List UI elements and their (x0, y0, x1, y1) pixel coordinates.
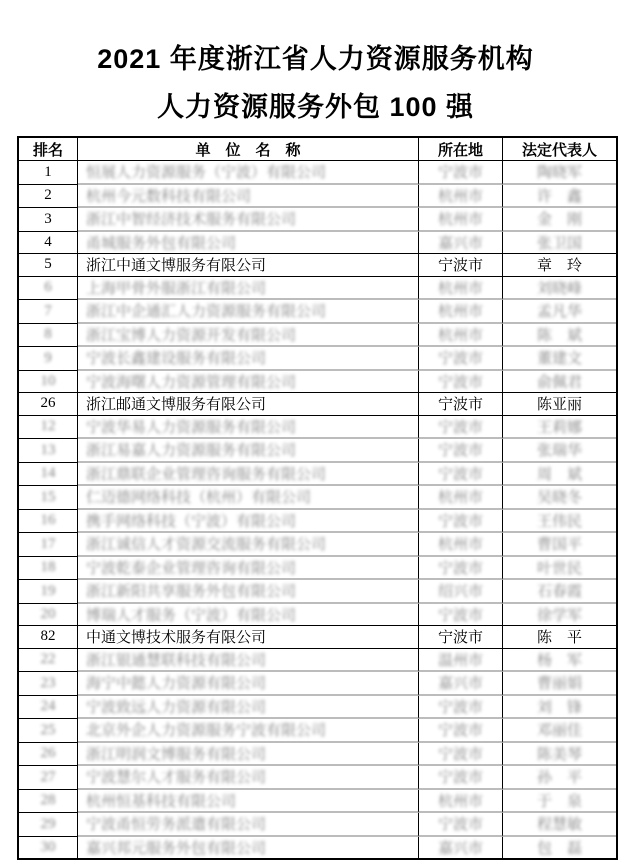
rank-cell: 5 (19, 254, 78, 277)
table-row (19, 185, 616, 209)
rank-cell: 3 (19, 208, 78, 232)
company-name-cell: 浙江邮通文博服务有限公司 (78, 393, 419, 416)
company-name-cell: 浙江易嘉人力资源服务有限公司 (78, 439, 419, 463)
location-cell: 杭州市 (419, 486, 503, 510)
location-cell: 宁波市 (419, 604, 503, 627)
rank-cell: 6 (19, 277, 78, 301)
location-cell: 宁波市 (419, 766, 503, 790)
legal-rep-cell: 董建文 (503, 347, 616, 371)
table-row (19, 300, 616, 324)
rank-cell: 20 (19, 604, 78, 627)
legal-rep-cell: 陈美琴 (503, 743, 616, 767)
rank-cell: 15 (19, 486, 78, 510)
company-name-cell: 宁波致远人力资源有限公司 (78, 696, 419, 720)
company-name-cell: 浙江鼎联企业管理咨询服务有限公司 (78, 463, 419, 487)
table-row (19, 672, 616, 696)
company-name-cell: 恒展人力资源服务（宁波）有限公司 (78, 161, 419, 185)
location-cell: 绍兴市 (419, 580, 503, 604)
location-cell: 宁波市 (419, 463, 503, 487)
legal-rep-cell: 张卫国 (503, 232, 616, 255)
company-name-cell: 海宁中懿人力资源有限公司 (78, 672, 419, 696)
rank-cell: 26 (19, 393, 78, 416)
legal-rep-cell: 陈亚丽 (503, 393, 616, 416)
legal-rep-cell: 王伟民 (503, 510, 616, 534)
company-name-cell: 宁波乾泰企业管理咨询有限公司 (78, 557, 419, 581)
company-name-cell: 甬城服务外包有限公司 (78, 232, 419, 255)
rank-cell: 19 (19, 580, 78, 604)
legal-rep-cell: 许 鑫 (503, 185, 616, 209)
table-row (19, 347, 616, 371)
table-row (19, 626, 616, 649)
rank-cell: 29 (19, 813, 78, 837)
legal-rep-cell: 俞佩君 (503, 371, 616, 394)
location-cell: 宁波市 (419, 347, 503, 371)
rank-cell: 28 (19, 790, 78, 814)
table-row (19, 416, 616, 440)
company-name-cell: 浙江明润文博服务有限公司 (78, 743, 419, 767)
location-cell: 杭州市 (419, 300, 503, 324)
table-row (19, 393, 616, 416)
table-row (19, 557, 616, 581)
company-name-cell: 上海甲骨外服浙江有限公司 (78, 277, 419, 301)
rank-cell: 8 (19, 324, 78, 348)
rank-cell: 14 (19, 463, 78, 487)
legal-rep-cell: 周 斌 (503, 463, 616, 487)
rank-cell: 24 (19, 696, 78, 720)
location-cell: 温州市 (419, 649, 503, 673)
legal-rep-cell: 刘 锋 (503, 696, 616, 720)
legal-rep-cell: 陈 平 (503, 626, 616, 649)
company-name-cell: 宁波海曙人力资源管理有限公司 (78, 371, 419, 394)
legal-rep-cell: 金 刚 (503, 208, 616, 232)
table-row (19, 766, 616, 790)
legal-rep-cell: 包 磊 (536, 840, 582, 857)
location-cell: 嘉兴市 (419, 672, 503, 696)
rank-cell: 9 (19, 347, 78, 371)
company-name-cell: 博瑞人才服务（宁波）有限公司 (78, 604, 419, 627)
table-row (19, 463, 616, 487)
rank-cell: 82 (19, 626, 78, 649)
legal-rep-cell: 石春霞 (503, 580, 616, 604)
rank-cell: 30 (19, 837, 78, 859)
header-name: 单 位 名 称 (78, 138, 419, 161)
ranking-table (17, 136, 618, 860)
table-row (19, 813, 616, 837)
legal-rep-cell: 叶世民 (503, 557, 616, 581)
table-row (19, 486, 616, 510)
company-name-cell: 浙江中通文博服务有限公司 (78, 254, 419, 277)
legal-rep-cell: 陶晓军 (503, 161, 616, 185)
company-name-cell: 杭州恒基科技有限公司 (78, 790, 419, 814)
location-cell: 杭州市 (419, 277, 503, 301)
rank-cell: 18 (19, 557, 78, 581)
company-name-cell: 携手网络科技（宁波）有限公司 (78, 510, 419, 534)
table-row (19, 324, 616, 348)
company-name-cell: 宁波华易人力资源服务有限公司 (78, 416, 419, 440)
location-cell: 杭州市 (419, 533, 503, 557)
legal-rep-cell: 杨 军 (503, 649, 616, 673)
table-header-row (19, 138, 616, 161)
legal-rep-cell: 徐学军 (503, 604, 616, 627)
header-rank: 排名 (19, 138, 78, 161)
rank-cell: 16 (19, 510, 78, 534)
company-name-cell: 浙江宝博人力资源开发有限公司 (78, 324, 419, 348)
table-body (19, 161, 616, 858)
table-row (19, 837, 616, 859)
company-name-cell: 浙江新阳共享服务外包有限公司 (78, 580, 419, 604)
rank-cell: 22 (19, 649, 78, 673)
legal-rep-cell: 吴晓冬 (503, 486, 616, 510)
table-row (19, 439, 616, 463)
legal-rep-cell: 刘晓峰 (503, 277, 616, 301)
company-name-cell: 中通文博技术服务有限公司 (78, 626, 419, 649)
legal-rep-cell: 章 玲 (503, 254, 616, 277)
company-name-cell: 宁波慧尔人才服务有限公司 (78, 766, 419, 790)
company-name-cell: 嘉兴邦元服务外包有限公司 (78, 837, 419, 859)
location-cell: 嘉兴市 (419, 232, 503, 255)
rank-cell: 27 (19, 766, 78, 790)
table-row (19, 510, 616, 534)
table-row (19, 719, 616, 743)
legal-rep-cell: 张瑞华 (503, 439, 616, 463)
location-cell: 宁波市 (419, 439, 503, 463)
legal-rep-cell: 陈 斌 (503, 324, 616, 348)
table-row (19, 161, 616, 185)
table-row (19, 604, 616, 627)
location-cell: 杭州市 (419, 185, 503, 209)
table-row (19, 533, 616, 557)
rank-cell: 25 (19, 719, 78, 743)
header-rep: 法定代表人 (503, 138, 616, 161)
document-title-line1: 2021 年度浙江省人力资源服务机构 (97, 44, 534, 74)
company-name-cell: 浙江诚信人才资源交流服务有限公司 (78, 533, 419, 557)
legal-rep-cell: 曹丽娟 (503, 672, 616, 696)
company-name-cell: 浙江银通慧联科技有限公司 (78, 649, 419, 673)
legal-rep-cell: 孙 平 (503, 766, 616, 790)
company-name-cell: 浙江中企通汇人力资源服务有限公司 (78, 300, 419, 324)
table-row (19, 649, 616, 673)
legal-rep-cell: 于 泉 (503, 790, 616, 814)
table-row (19, 277, 616, 301)
legal-rep-cell: 程慧敏 (503, 813, 616, 837)
rank-cell: 1 (19, 161, 78, 185)
header-location: 所在地 (419, 138, 503, 161)
legal-rep-cell: 孟凡华 (503, 300, 616, 324)
table-row (19, 371, 616, 394)
location-cell: 嘉兴市 (419, 837, 503, 859)
table-row (19, 232, 616, 255)
table-row (19, 743, 616, 767)
location-cell: 宁波市 (419, 557, 503, 581)
location-cell: 宁波市 (419, 626, 503, 649)
location-cell: 宁波市 (419, 254, 503, 277)
rank-cell: 7 (19, 300, 78, 324)
table-row (19, 580, 616, 604)
legal-rep-cell: 邓丽佳 (503, 719, 616, 743)
table-row (19, 790, 616, 814)
location-cell: 宁波市 (419, 696, 503, 720)
company-name-cell: 仁迈德网络科技（杭州）有限公司 (78, 486, 419, 510)
legal-rep-cell: 曹国平 (503, 533, 616, 557)
company-name-cell: 宁波长鑫建设服务有限公司 (78, 347, 419, 371)
rank-cell: 17 (19, 533, 78, 557)
rank-cell: 12 (19, 416, 78, 440)
location-cell: 宁波市 (419, 393, 503, 416)
location-cell: 杭州市 (419, 790, 503, 814)
company-name-cell: 宁波甬恒劳务派遣有限公司 (78, 813, 419, 837)
rank-cell: 4 (19, 232, 78, 255)
rank-cell: 2 (19, 185, 78, 209)
legal-rep-cell: 王莉娜 (503, 416, 616, 440)
location-cell: 宁波市 (419, 719, 503, 743)
table-row (19, 696, 616, 720)
company-name-cell: 北京外企人力资源服务宁波有限公司 (78, 719, 419, 743)
location-cell: 杭州市 (419, 324, 503, 348)
document-title-line2: 人力资源服务外包 100 强 (156, 92, 475, 123)
location-cell: 宁波市 (419, 371, 503, 394)
rank-cell: 26 (19, 743, 78, 767)
rank-cell: 23 (19, 672, 78, 696)
rank-cell: 13 (19, 439, 78, 463)
rank-cell: 10 (19, 371, 78, 394)
company-name-cell: 浙江中智经济技术服务有限公司 (78, 208, 419, 232)
location-cell: 宁波市 (419, 161, 503, 185)
table-row (19, 208, 616, 232)
location-cell: 宁波市 (419, 813, 503, 837)
location-cell: 宁波市 (419, 743, 503, 767)
location-cell: 宁波市 (419, 510, 503, 534)
table-row (19, 254, 616, 277)
location-cell: 杭州市 (419, 208, 503, 232)
company-name-cell: 杭州今元数科技有限公司 (78, 185, 419, 209)
location-cell: 宁波市 (419, 416, 503, 440)
